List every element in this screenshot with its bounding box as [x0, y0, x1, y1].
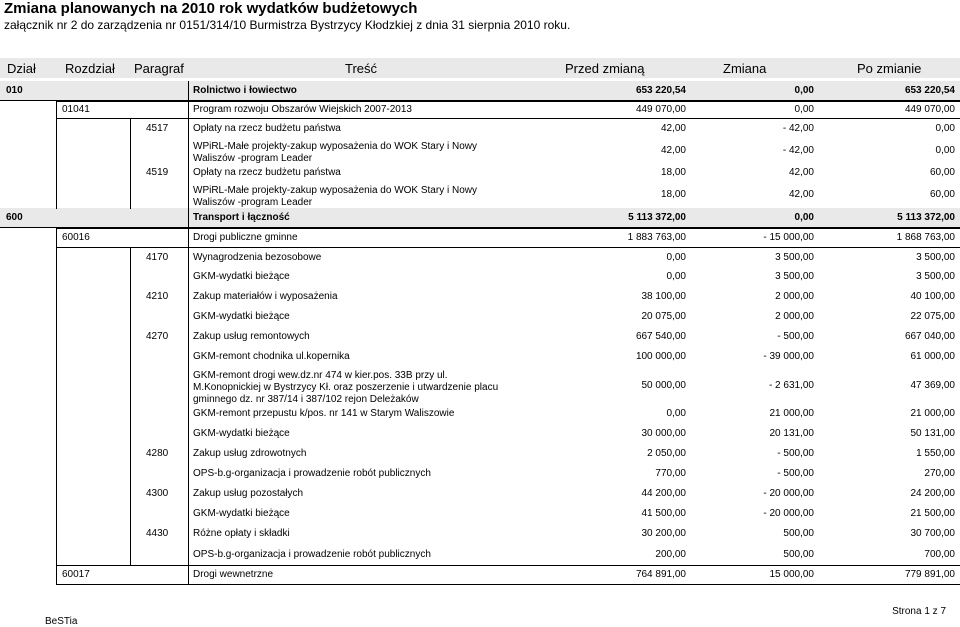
header-tresc: Treść: [345, 61, 378, 76]
value-after: 50 131,00: [910, 428, 955, 439]
value-change: - 39 000,00: [763, 351, 814, 362]
value-after: 449 070,00: [904, 104, 955, 115]
row-description: GKM-remont przepustu k/pos. nr 141 w Starym Waliszowie: [193, 408, 455, 419]
value-before: 1 883 763,00: [627, 232, 686, 243]
value-before: 0,00: [666, 271, 686, 282]
header-dzial: Dział: [7, 61, 36, 76]
value-after: 0,00: [935, 145, 955, 156]
row-description: Program rozwoju Obszarów Wiejskich 2007-2013: [193, 104, 412, 115]
value-before: 0,00: [666, 251, 686, 263]
value-after: 667 040,00: [904, 331, 955, 342]
value-after: 60,00: [929, 189, 955, 200]
value-change: 0,00: [794, 104, 814, 115]
row-code: 60016: [62, 232, 90, 243]
value-after: 1 868 763,00: [896, 232, 955, 243]
row-description: OPS-b.g-organizacja i prowadzenie robót publicznych: [193, 468, 431, 479]
row-description: Transport i łączność: [193, 212, 290, 223]
value-before: 2 050,00: [647, 448, 686, 459]
value-change: - 42,00: [782, 122, 814, 134]
value-before: 764 891,00: [635, 569, 686, 580]
value-after: 3 500,00: [916, 271, 955, 282]
row-description: GKM-wydatki bieżące: [193, 271, 290, 282]
document-subtitle: załącznik nr 2 do zarządzenia nr 0151/314/10 Burmistrza Bystrzycy Kłodzkiej z dnia 31 sierpnia 2010 roku.: [4, 18, 571, 32]
value-change: - 500,00: [777, 331, 814, 342]
row-description: Zakup materiałów i wyposażenia: [193, 291, 338, 302]
row-code: 010: [6, 85, 23, 96]
value-after: 30 700,00: [910, 528, 955, 539]
row-separator: [56, 584, 960, 585]
footer-app-name: BeSTia: [45, 616, 78, 627]
value-change: 20 131,00: [769, 428, 814, 439]
header-przed-zmiana: Przed zmianą: [565, 61, 645, 76]
value-before: 0,00: [666, 408, 686, 419]
row-description: Drogi wewnetrzne: [193, 569, 274, 580]
row-description: Zakup usług remontowych: [193, 331, 310, 342]
value-before: 50 000,00: [641, 379, 686, 391]
value-change: 500,00: [783, 548, 814, 560]
value-after: 270,00: [924, 468, 955, 479]
value-before: 100 000,00: [635, 351, 686, 362]
value-change: 15 000,00: [769, 569, 814, 580]
row-description: GKM-remont drogi wew.dz.nr 474 w kier.pos. 33B przy ul. M.Konopnickiej w Bystrzycy Kł. oraz poszerzenie i utwardzenie placu gminnego dz. nr 387/14 i 387/102 rejon Deleżaków: [193, 370, 499, 405]
row-description: Opłaty na rzecz budżetu państwa: [193, 167, 341, 178]
row-code: 4430: [146, 528, 169, 539]
row-separator: [56, 247, 960, 248]
value-after: 40 100,00: [910, 291, 955, 302]
footer-page-number: Strona 1 z 7: [892, 606, 946, 617]
value-change: 0,00: [794, 212, 814, 223]
row-code: 4170: [146, 251, 169, 263]
value-change: 2 000,00: [775, 291, 814, 302]
value-after: 5 113 372,00: [897, 212, 955, 223]
header-po-zmianie: Po zmianie: [857, 61, 922, 76]
value-change: 2 000,00: [775, 311, 814, 322]
value-after: 21 500,00: [910, 508, 955, 519]
row-code: 4280: [146, 448, 169, 459]
value-change: - 500,00: [777, 448, 814, 459]
value-before: 30 000,00: [641, 428, 686, 439]
value-before: 200,00: [655, 548, 686, 560]
value-before: 770,00: [655, 468, 686, 479]
row-code: 4517: [146, 122, 169, 134]
value-before: 18,00: [660, 189, 686, 200]
column-divider: [130, 119, 131, 209]
row-description: GKM-wydatki bieżące: [193, 428, 290, 439]
row-description: OPS-b.g-organizacja i prowadzenie robót publicznych: [193, 548, 431, 560]
row-separator: [56, 565, 960, 566]
value-after: 61 000,00: [910, 351, 955, 362]
column-divider: [130, 248, 131, 565]
value-change: 42,00: [788, 189, 814, 200]
value-change: 0,00: [794, 85, 814, 96]
value-after: 0,00: [935, 122, 955, 134]
header-zmiana: Zmiana: [723, 61, 767, 76]
value-before: 653 220,54: [635, 85, 686, 96]
row-description: Rolnictwo i łowiectwo: [193, 85, 297, 96]
value-change: 3 500,00: [775, 251, 814, 263]
row-description: Zakup usług zdrowotnych: [193, 448, 307, 459]
value-before: 18,00: [660, 167, 686, 178]
row-description: Wynagrodzenia bezosobowe: [193, 251, 322, 263]
row-description: WPiRL-Małe projekty-zakup wyposażenia do WOK Stary i Nowy Waliszów -program Leader: [193, 185, 477, 208]
row-code: 4300: [146, 488, 169, 499]
value-after: 700,00: [924, 548, 955, 560]
value-change: - 15 000,00: [763, 232, 814, 243]
column-divider: [56, 228, 57, 585]
value-change: 42,00: [788, 167, 814, 178]
row-description: Opłaty na rzecz budżetu państwa: [193, 122, 341, 134]
value-after: 22 075,00: [910, 311, 955, 322]
section-band: [0, 81, 960, 101]
value-after: 47 369,00: [910, 379, 955, 391]
row-description: WPiRL-Małe projekty-zakup wyposażenia do WOK Stary i Nowy Waliszów -program Leader: [193, 141, 477, 164]
row-description: GKM-remont chodnika ul.kopernika: [193, 351, 350, 362]
value-before: 41 500,00: [641, 508, 686, 519]
value-before: 5 113 372,00: [628, 212, 686, 223]
row-code: 4270: [146, 331, 169, 342]
value-before: 42,00: [660, 145, 686, 156]
value-after: 653 220,54: [904, 85, 955, 96]
value-before: 667 540,00: [635, 331, 686, 342]
row-code: 600: [6, 212, 23, 223]
row-separator: [56, 228, 960, 229]
value-change: - 42,00: [782, 145, 814, 156]
row-code: 01041: [62, 104, 90, 115]
value-before: 38 100,00: [641, 291, 686, 302]
row-description: GKM-wydatki bieżące: [193, 311, 290, 322]
value-after: 24 200,00: [910, 488, 955, 499]
value-change: - 20 000,00: [763, 508, 814, 519]
row-description: Drogi publiczne gminne: [193, 232, 298, 243]
row-code: 60017: [62, 569, 90, 580]
value-change: 500,00: [783, 528, 814, 539]
value-change: - 500,00: [777, 468, 814, 479]
value-before: 20 075,00: [641, 311, 686, 322]
value-after: 21 000,00: [910, 408, 955, 419]
row-code: 4210: [146, 291, 169, 302]
section-band: [0, 208, 960, 228]
row-description: Różne opłaty i składki: [193, 528, 290, 539]
value-after: 3 500,00: [916, 251, 955, 263]
row-separator: [56, 101, 960, 102]
header-rozdzial: Rozdział: [65, 61, 115, 76]
row-code: 4519: [146, 167, 169, 178]
value-before: 449 070,00: [635, 104, 686, 115]
value-after: 779 891,00: [904, 569, 955, 580]
value-before: 30 200,00: [641, 528, 686, 539]
value-change: - 2 631,00: [768, 379, 814, 391]
row-description: Zakup usług pozostałych: [193, 488, 304, 499]
value-before: 44 200,00: [641, 488, 686, 499]
value-after: 60,00: [929, 167, 955, 178]
column-divider: [56, 101, 57, 209]
row-description: GKM-wydatki bieżące: [193, 508, 290, 519]
row-separator: [56, 118, 960, 119]
document-title: Zmiana planowanych na 2010 rok wydatków budżetowych: [4, 0, 418, 17]
value-before: 42,00: [660, 122, 686, 134]
value-change: 21 000,00: [769, 408, 814, 419]
value-after: 1 550,00: [916, 448, 955, 459]
header-paragraf: Paragraf: [134, 61, 184, 76]
value-change: - 20 000,00: [763, 488, 814, 499]
value-change: 3 500,00: [775, 271, 814, 282]
column-divider: [188, 81, 189, 585]
